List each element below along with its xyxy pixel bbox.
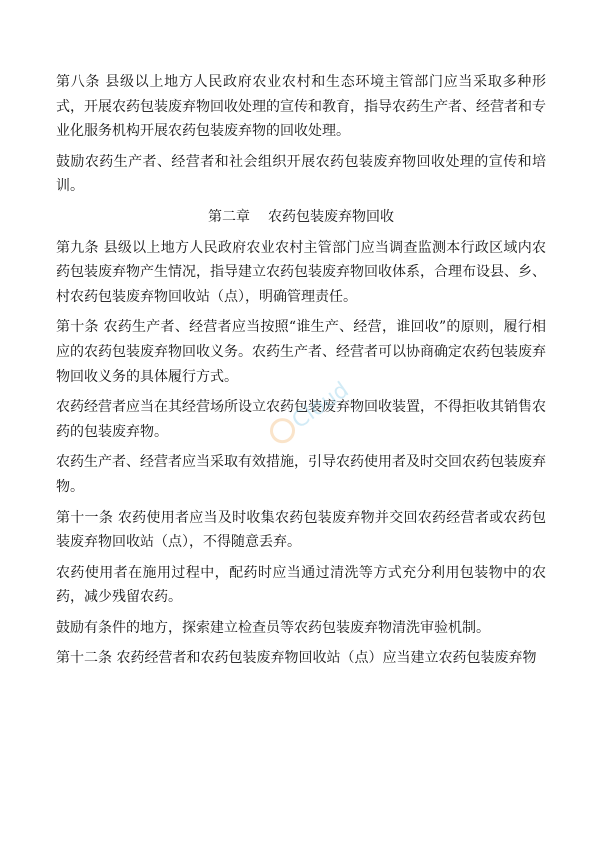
document-body xyxy=(56,70,546,677)
article-9-paragraph: 第九条 县级以上地方人民政府农业农村主管部门应当调查监测本行政区域内农药包装废弃物产生情况，指导建立农药包装废弃物回收体系，合理布设县、乡、村农药包装废弃物回收站（点），明确管理责任。 xyxy=(56,239,546,305)
guide-users-paragraph: 农药生产者、经营者应当采取有效措施，引导农药使用者及时交回农药包装废弃物。 xyxy=(56,454,546,495)
rinse-usage-paragraph: 农药使用者在施用过程中，配药时应当通过清洗等方式充分利用包装物中的农药，减少残留农药。 xyxy=(56,564,546,606)
retailer-collection-paragraph: 农药经营者应当在其经营场所设立农药包装废弃物回收装置，不得拒收其销售农药的包装废弃物。 xyxy=(56,399,546,440)
article-8-paragraph: 第八条 县级以上地方人民政府农业农村和生态环境主管部门应当采取多种形式，开展农药包装废弃物回收处理的宣传和教育，指导农药生产者、经营者和专业化服务机构开展农药包装废弃物的回收处理。 xyxy=(56,74,546,140)
article-10-paragraph: 第十条 农药生产者、经营者应当按照“谁生产、经营，谁回收”的原则，履行相应的农药包装废弃物回收义务。农药生产者、经营者可以协商确定农药包装废弃物回收义务的具体履行方式。 xyxy=(56,319,546,385)
chapter-number: 第二章 xyxy=(208,208,250,225)
inspector-mechanism-paragraph: 鼓励有条件的地方，探索建立检查员等农药包装废弃物清洗审验机制。 xyxy=(56,619,490,636)
article-12-paragraph: 第十二条 农药经营者和农药包装废弃物回收站（点）应当建立农药包装废弃物 xyxy=(56,650,537,667)
watermark-text: Cloud xyxy=(287,377,354,435)
chapter-title: 农药包装废弃物回收 xyxy=(268,208,394,225)
encourage-publicity-paragraph: 鼓励农药生产者、经营者和社会组织开展农药包装废弃物回收处理的宣传和培训。 xyxy=(56,153,546,195)
article-11-paragraph: 第十一条 农药使用者应当及时收集农药包装废弃物并交回农药经营者或农药包装废弃物回收站（点），不得随意丢弃。 xyxy=(56,509,546,551)
chapter-heading xyxy=(56,205,546,230)
